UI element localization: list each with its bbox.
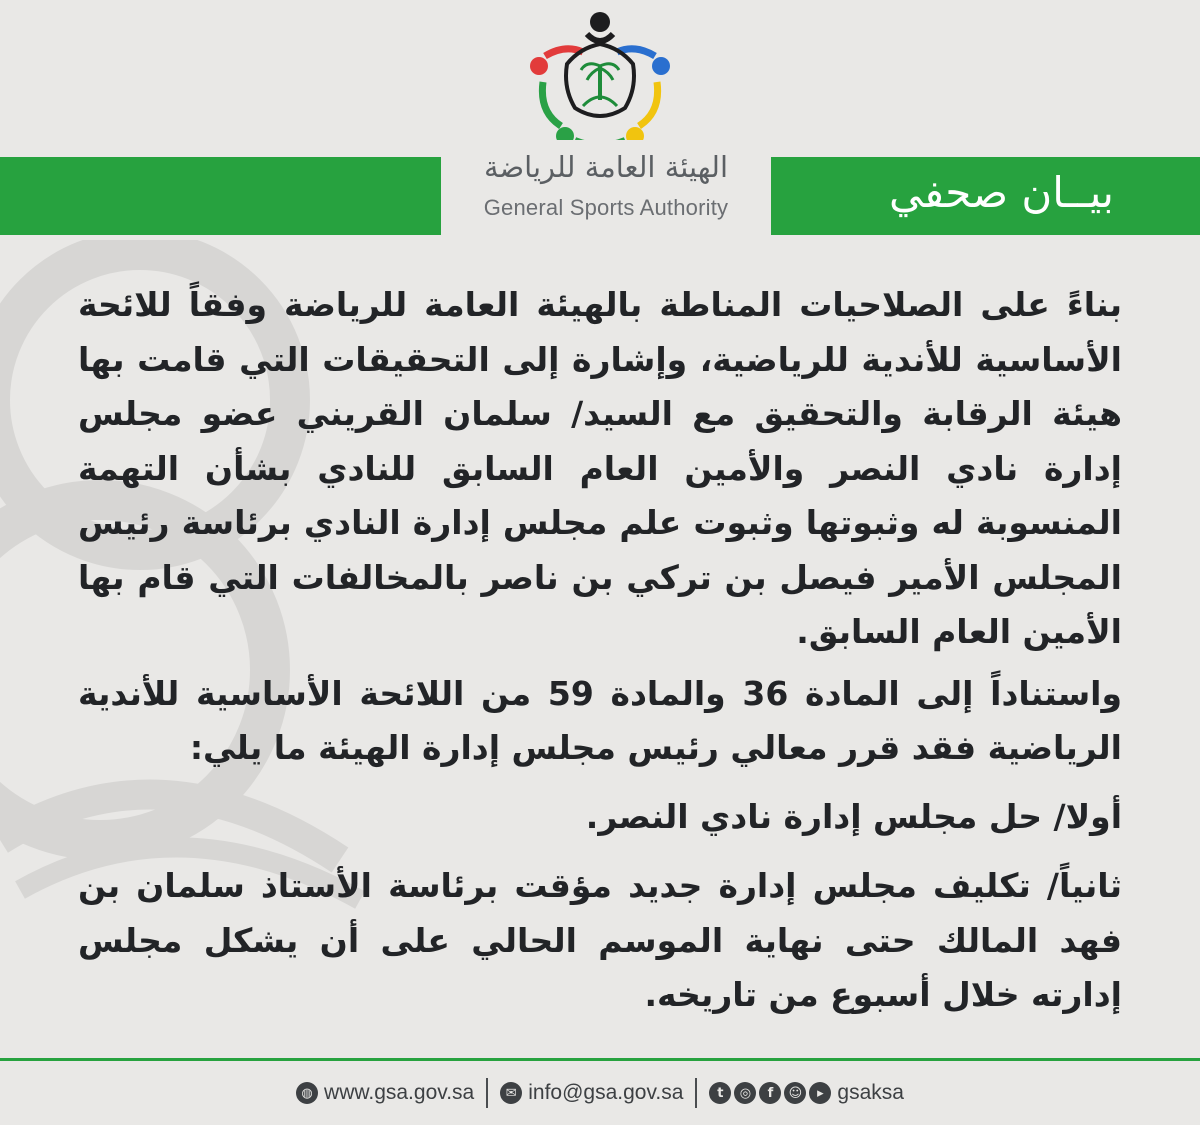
footer-separator <box>486 1078 488 1108</box>
press-release-title: بيــان صحفي <box>889 168 1114 217</box>
paragraph-2: واستناداً إلى المادة 36 والمادة 59 من اللائحة الأساسية للأندية الرياضية فقد قرر معالي رئيس مجلس إدارة الهيئة ما يلي: <box>78 673 1123 767</box>
gsa-logo-icon <box>525 8 675 156</box>
footer <box>0 1061 1200 1125</box>
twitter-icon[interactable]: t <box>709 1082 731 1104</box>
youtube-icon[interactable]: ▸ <box>809 1082 831 1104</box>
instagram-icon[interactable]: ◎ <box>734 1082 756 1104</box>
paragraph-3: أولا/ حل مجلس إدارة نادي النصر. <box>585 796 1122 836</box>
statement-body <box>78 278 1122 1023</box>
email-text: info@gsa.gov.sa <box>528 1081 684 1104</box>
globe-icon: ◍ <box>296 1082 318 1104</box>
footer-separator <box>695 1078 697 1108</box>
footer-email[interactable] <box>500 1081 683 1105</box>
snapchat-icon[interactable]: ☺ <box>784 1082 806 1104</box>
footer-social <box>709 1081 904 1105</box>
paragraph-1: بناءً على الصلاحيات المناطة بالهيئة العامة للرياضة وفقاً للائحة الأساسية للأندية للرياضية، وإشارة إلى التحقيقات التي قامت بها هيئة الرقابة والتحقيق مع السيد/ سلمان القريني عضو مجلس إدارة نادي النصر والأمين العام السابق للنادي بشأن التهمة المنسوبة له وثبوتها وثبوت علم مجلس إدارة النادي برئاسة رئيس المجلس الأمير فيصل بن تركي بن ناصر بالمخالفات التي قام بها الأمين العام السابق. <box>78 285 1122 651</box>
website-text: www.gsa.gov.sa <box>324 1081 475 1104</box>
social-handle: gsaksa <box>837 1081 904 1104</box>
brand-name-arabic: الهيئة العامة للرياضة <box>483 150 729 184</box>
facebook-icon[interactable]: f <box>759 1082 781 1104</box>
footer-website[interactable] <box>296 1081 474 1105</box>
brand-name-english: General Sports Authority <box>483 195 729 220</box>
paragraph-4: ثانياً/ تكليف مجلس إدارة جديد مؤقت برئاسة الأستاذ سلمان بن فهد المالك حتى نهاية الموسم الحالي على أن يشكل مجلس إدارته خلال أسبوع من تاريخه. <box>78 866 1122 1014</box>
mail-icon: ✉ <box>500 1082 522 1104</box>
